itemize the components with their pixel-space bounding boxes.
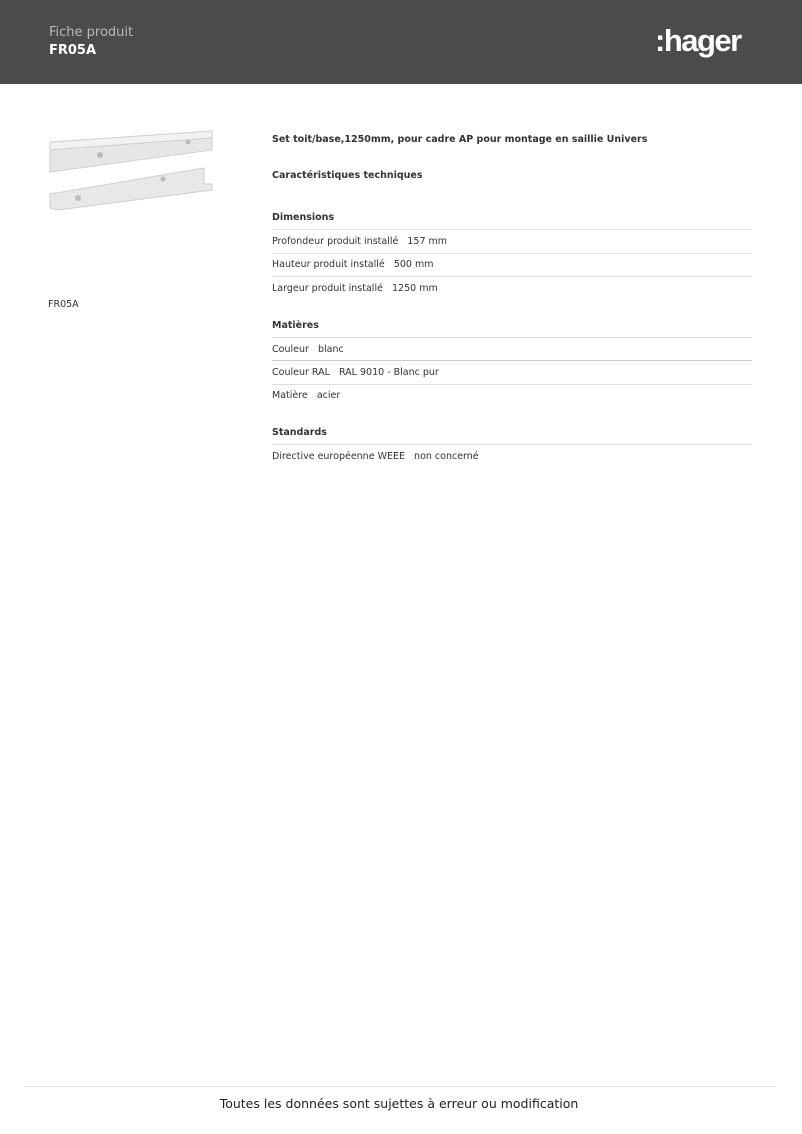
group-title-standards: Standards [272, 427, 327, 438]
product-title: Set toit/base,1250mm, pour cadre AP pour montage en saillie Univers [272, 134, 648, 145]
hager-logo: :hager [655, 23, 741, 58]
product-image [48, 128, 214, 228]
group-title-dimensions: Dimensions [272, 212, 335, 223]
group-title-materials: Matières [272, 320, 319, 331]
footer-disclaimer: Toutes les données sont sujettes à erreur ou modification [219, 1096, 579, 1111]
spec-row: Directive européenne WEEE non concerné [272, 451, 479, 462]
spec-row: Hauteur produit installé 500 mm [272, 259, 434, 270]
spec-row: Matière acier [272, 390, 341, 401]
header-reference: FR05A [49, 43, 97, 58]
spec-row: Profondeur produit installé 157 mm [272, 236, 448, 247]
footer-divider [24, 1086, 776, 1087]
section-heading: Caractéristiques techniques [272, 170, 423, 181]
header-subtitle: Fiche produit [49, 25, 134, 40]
spec-row: Couleur RAL RAL 9010 - Blanc pur [272, 367, 439, 378]
page-header [0, 0, 802, 84]
image-reference: FR05A [48, 299, 79, 310]
spec-row: Couleur blanc [272, 344, 344, 355]
spec-row: Largeur produit installé 1250 mm [272, 283, 438, 294]
